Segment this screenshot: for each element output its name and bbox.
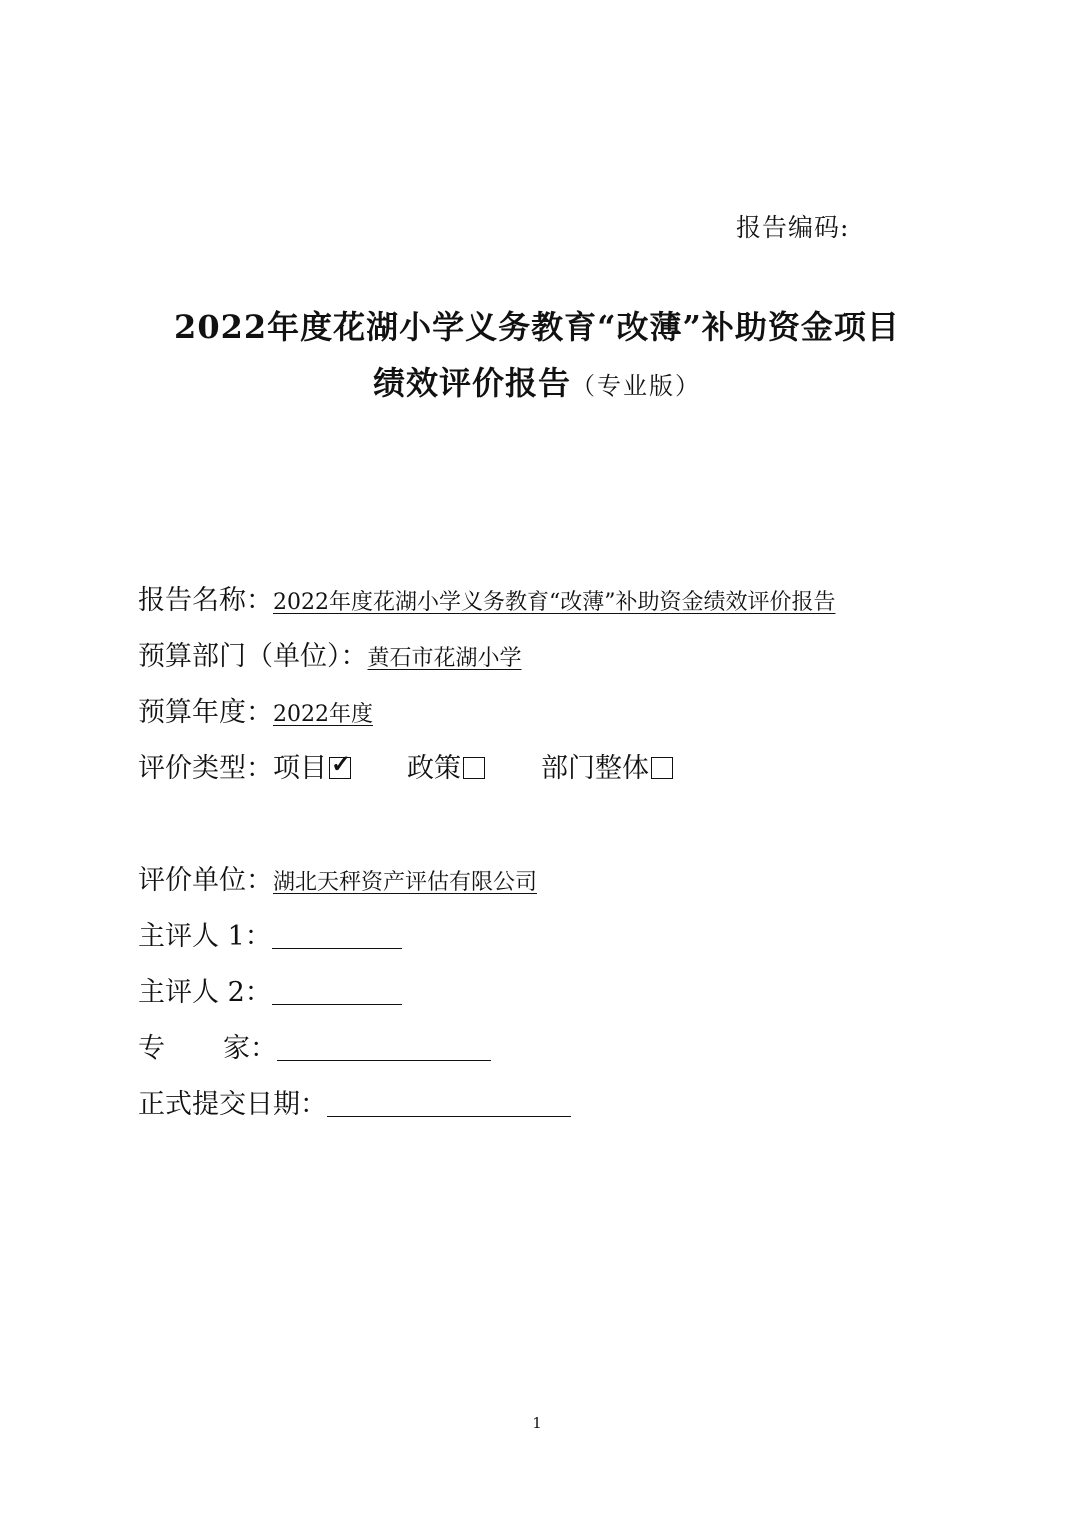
expert-label-b: 家： [223,1033,277,1064]
checkbox-policy[interactable] [463,757,485,779]
eval-unit-value: 湖北天秤资产评估有限公司 [273,870,538,895]
reviewer2-blank-line[interactable] [272,978,402,1005]
submit-date-label: 正式提交日期： [138,1089,327,1120]
field-reviewer1 [138,914,402,953]
eval-type-option-policy[interactable] [407,746,485,785]
field-reviewer2 [138,970,402,1009]
report-code-label: 报告编码: [736,213,850,242]
budget-year-value: 2022年度 [273,702,373,727]
expert-label-a: 专 [138,1033,165,1064]
field-budget-dept [138,634,522,673]
checkmark-icon: ✓ [331,749,352,778]
submit-date-blank-line[interactable] [327,1090,571,1117]
option-dept-overall-label: 部门整体 [541,753,649,784]
eval-unit-label: 评价单位： [138,865,273,896]
report-version: （专业版） [571,372,701,400]
field-expert [138,1026,491,1065]
page-number: 1 [532,1414,542,1432]
budget-dept-label: 预算部门（单位）： [138,641,368,672]
field-submit-date [138,1082,571,1121]
budget-year-label: 预算年度： [138,697,273,728]
eval-type-label: 评价类型： [138,753,273,784]
field-eval-unit [138,858,537,897]
field-budget-year [138,690,373,729]
checkbox-dept-overall[interactable] [651,757,673,779]
expert-blank-line[interactable] [277,1034,491,1061]
reviewer1-label: 主评人 1： [138,921,272,952]
report-title-line1: 2022年度花湖小学义务教育“改薄”补助资金项目 [174,308,900,346]
report-name-label: 报告名称： [138,585,273,616]
eval-type-option-project[interactable] [273,746,351,785]
reviewer1-blank-line[interactable] [272,922,402,949]
checkbox-project-checked[interactable] [329,749,352,779]
eval-type-option-dept-overall[interactable] [541,746,673,785]
option-policy-label: 政策 [407,753,461,784]
report-title-main: 绩效评价报告 [372,364,571,402]
budget-dept-value: 黄石市花湖小学 [367,646,522,671]
field-report-name [138,578,835,617]
report-name-value: 2022年度花湖小学义务教育“改薄”补助资金绩效评价报告 [273,590,836,615]
report-title-line2 [0,358,1074,404]
field-eval-type [138,746,673,785]
option-project-label: 项目 [273,753,327,784]
reviewer2-label: 主评人 2： [138,977,272,1008]
